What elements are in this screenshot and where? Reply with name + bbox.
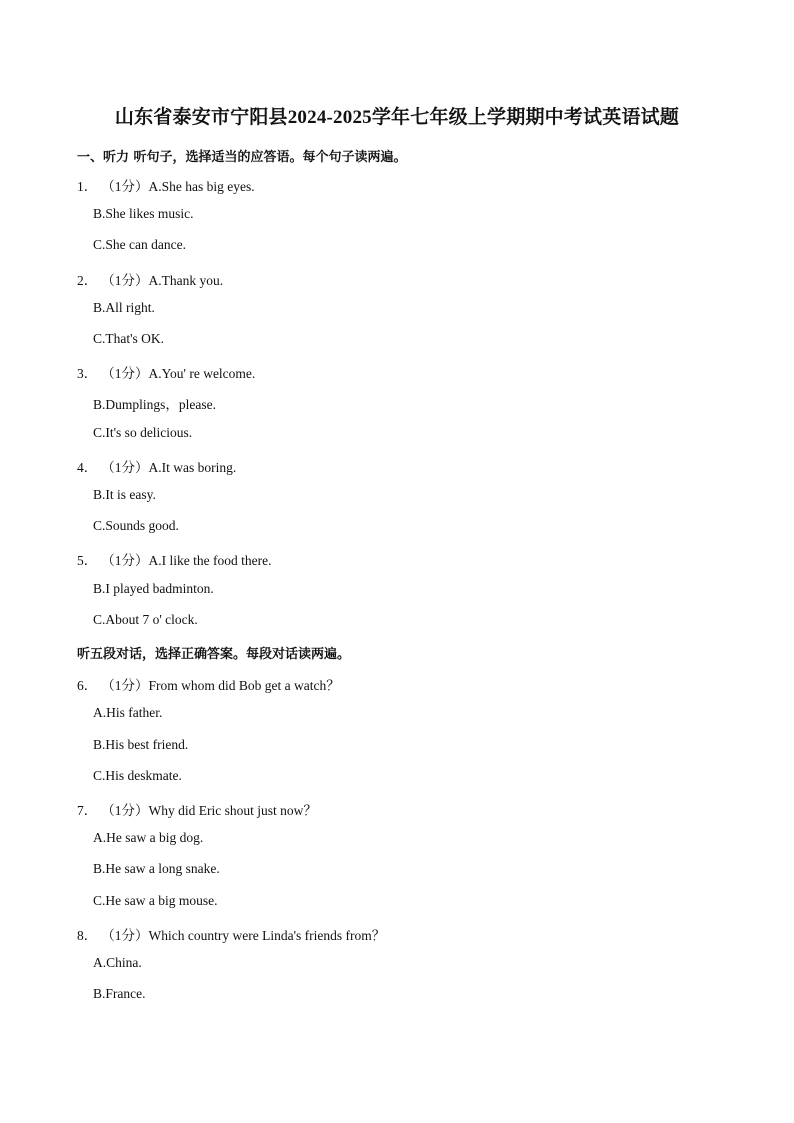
- question-stem: A.It was boring.: [148, 460, 237, 475]
- question-6: [77, 674, 340, 694]
- option: B.I played badminton.: [93, 581, 214, 596]
- question-stem: From whom did Bob get a watch？: [148, 678, 340, 693]
- question-number: 8．: [77, 928, 98, 943]
- question-stem: Why did Eric shout just now？: [148, 803, 317, 818]
- question-score: （1分）: [101, 678, 149, 693]
- question-score: （1分）: [101, 179, 149, 194]
- question-1: [77, 175, 255, 195]
- option: B.All right.: [93, 300, 155, 315]
- option: B.His best friend.: [93, 737, 189, 752]
- question-number: 3．: [77, 366, 98, 381]
- question-number: 4．: [77, 460, 98, 475]
- section-heading-2: 听五段对话，选择正确答案。每段对话读两遍。: [77, 647, 351, 662]
- question-stem: A.I like the food there.: [148, 553, 272, 568]
- option: C.She can dance.: [93, 237, 186, 252]
- question-score: （1分）: [101, 803, 149, 818]
- option: C.His deskmate.: [93, 768, 182, 783]
- question-stem: Which country were Linda's friends from？: [148, 928, 386, 943]
- question-5: [77, 549, 271, 569]
- question-7: [77, 799, 317, 819]
- option: A.He saw a big dog.: [93, 830, 204, 845]
- option: A.China.: [93, 955, 142, 970]
- question-number: 1．: [77, 179, 98, 194]
- question-score: （1分）: [101, 460, 149, 475]
- question-number: 6．: [77, 678, 98, 693]
- option: C.About 7 o' clock.: [93, 612, 198, 627]
- question-score: （1分）: [101, 928, 149, 943]
- question-score: （1分）: [101, 553, 149, 568]
- option: B.France.: [93, 986, 146, 1001]
- option: A.His father.: [93, 705, 163, 720]
- question-2: [77, 269, 223, 289]
- option: B.Dumplings，please.: [93, 397, 216, 412]
- question-score: （1分）: [101, 366, 149, 381]
- question-score: （1分）: [101, 273, 149, 288]
- question-number: 5．: [77, 553, 98, 568]
- option: B.It is easy.: [93, 487, 156, 502]
- question-number: 2．: [77, 273, 98, 288]
- option: C.It's so delicious.: [93, 425, 193, 440]
- question-stem: A.You' re welcome.: [148, 366, 256, 381]
- option: C.That's OK.: [93, 331, 165, 346]
- question-stem: A.She has big eyes.: [148, 179, 255, 194]
- question-3: [77, 362, 255, 382]
- option: C.Sounds good.: [93, 518, 179, 533]
- option: B.She likes music.: [93, 206, 194, 221]
- page-title: 山东省泰安市宁阳县2024-2025学年七年级上学期期中考试英语试题: [114, 107, 680, 128]
- question-stem: A.Thank you.: [148, 273, 224, 288]
- question-4: [77, 456, 236, 476]
- option: B.He saw a long snake.: [93, 861, 220, 876]
- option: C.He saw a big mouse.: [93, 893, 218, 908]
- question-8: [77, 924, 385, 944]
- question-number: 7．: [77, 803, 98, 818]
- section-heading-1: 一、听力 听句子，选择适当的应答语。每个句子读两遍。: [77, 150, 407, 165]
